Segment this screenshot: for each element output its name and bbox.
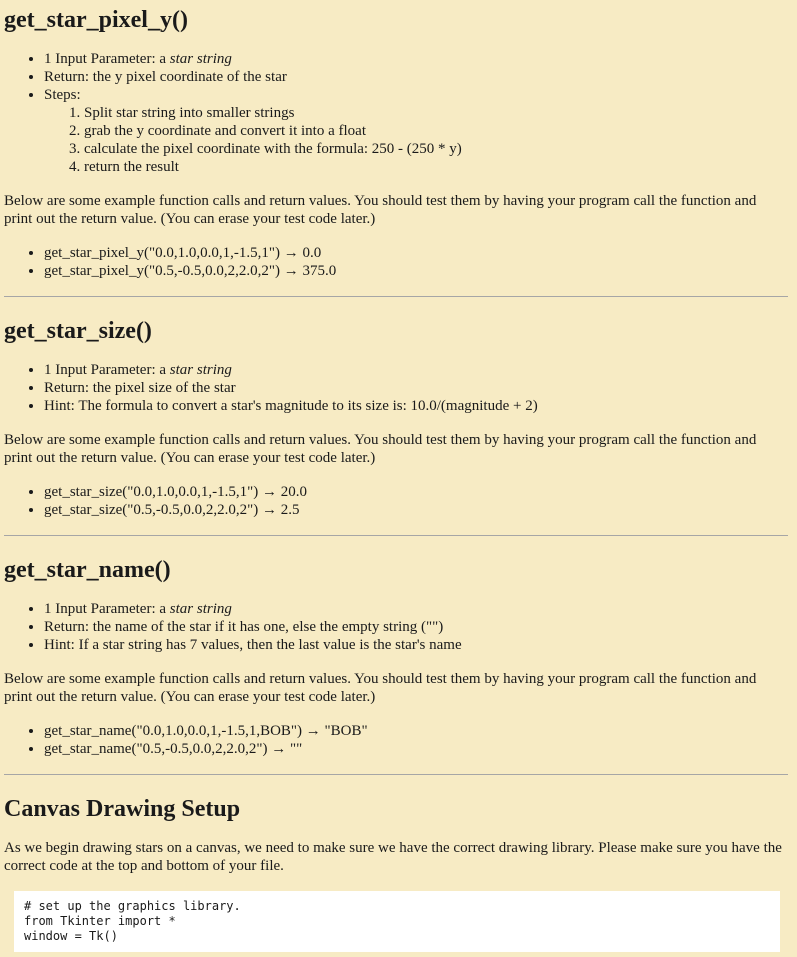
section-title: get_star_size() (4, 318, 152, 344)
example-item: • get_star_size("0.5,-0.5,0.0,2,2.0,2") → 2.5 (44, 501, 788, 519)
code-block (14, 891, 780, 952)
code-line: window = Tk() (24, 929, 118, 943)
input-parameter-item (44, 600, 788, 618)
section-get-star-size (4, 317, 788, 536)
input-parameter-item (44, 361, 788, 379)
example-intro: Below are some example function calls and return values. You should test them by having your program call the function and print out the return value. (You can erase your test code later.) (4, 671, 757, 705)
example-item: • get_star_name("0.0,1.0,0.0,1,-1.5,1,BOB") → "BOB" (44, 722, 788, 740)
spec-list (4, 600, 788, 654)
steps-item (44, 86, 788, 176)
example-intro: Below are some example function calls and return values. You should test them by having your program call the function and print out the return value. (You can erase your test code later.) (4, 193, 757, 227)
param-prefix: 1 Input Parameter: a (44, 51, 170, 67)
input-parameter-item (44, 50, 788, 68)
examples-list (4, 722, 788, 758)
code-line: # set up the graphics library. (24, 899, 241, 913)
return-item: • Return: the y pixel coordinate of the star (44, 68, 788, 86)
section-get-star-name (4, 556, 788, 775)
step-item: 1. Split star string into smaller strings (84, 104, 788, 122)
example-item: • get_star_pixel_y("0.0,1.0,0.0,1,-1.5,1") → 0.0 (44, 244, 788, 262)
param-type: star string (169, 601, 232, 617)
step-item: 3. calculate the pixel coordinate with the formula: 250 - (250 * y) (84, 140, 788, 158)
hint-item: • Hint: The formula to convert a star's magnitude to its size is: 10.0/(magnitude + 2) (44, 397, 788, 415)
section-divider (4, 774, 788, 775)
step-item: 4. return the result (84, 158, 788, 176)
code-line: from Tkinter import * (24, 914, 176, 928)
section-divider (4, 296, 788, 297)
spec-list (4, 50, 788, 176)
steps-label: Steps: (44, 87, 81, 103)
section-title: get_star_name() (4, 557, 171, 583)
example-item: • get_star_size("0.0,1.0,0.0,1,-1.5,1") → 20.0 (44, 483, 788, 501)
return-item: • Return: the name of the star if it has one, else the empty string ("") (44, 618, 788, 636)
section-get-star-pixel-y (4, 0, 788, 297)
examples-list (4, 244, 788, 280)
return-item: • Return: the pixel size of the star (44, 379, 788, 397)
example-item: • get_star_pixel_y("0.5,-0.5,0.0,2,2.0,2") → 375.0 (44, 262, 788, 280)
section-divider (4, 535, 788, 536)
param-type: star string (169, 362, 232, 378)
example-item: • get_star_name("0.5,-0.5,0.0,2,2.0,2") → "" (44, 740, 788, 758)
section-title: Canvas Drawing Setup (4, 796, 241, 822)
param-prefix: 1 Input Parameter: a (44, 601, 170, 617)
examples-list (4, 483, 788, 519)
steps-list (44, 104, 788, 176)
param-type: star string (169, 51, 232, 67)
section-canvas-drawing-setup (4, 795, 788, 952)
example-intro: Below are some example function calls and return values. You should test them by having your program call the function and print out the return value. (You can erase your test code later.) (4, 432, 757, 466)
param-prefix: 1 Input Parameter: a (44, 362, 170, 378)
spec-list (4, 361, 788, 415)
step-item: 2. grab the y coordinate and convert it into a float (84, 122, 788, 140)
canvas-intro: As we begin drawing stars on a canvas, we need to make sure we have the correct drawing library. Please make sure you have the correct code at the top and bottom of your file. (4, 840, 782, 874)
hint-item: • Hint: If a star string has 7 values, then the last value is the star's name (44, 636, 788, 654)
section-title: get_star_pixel_y() (4, 7, 188, 33)
